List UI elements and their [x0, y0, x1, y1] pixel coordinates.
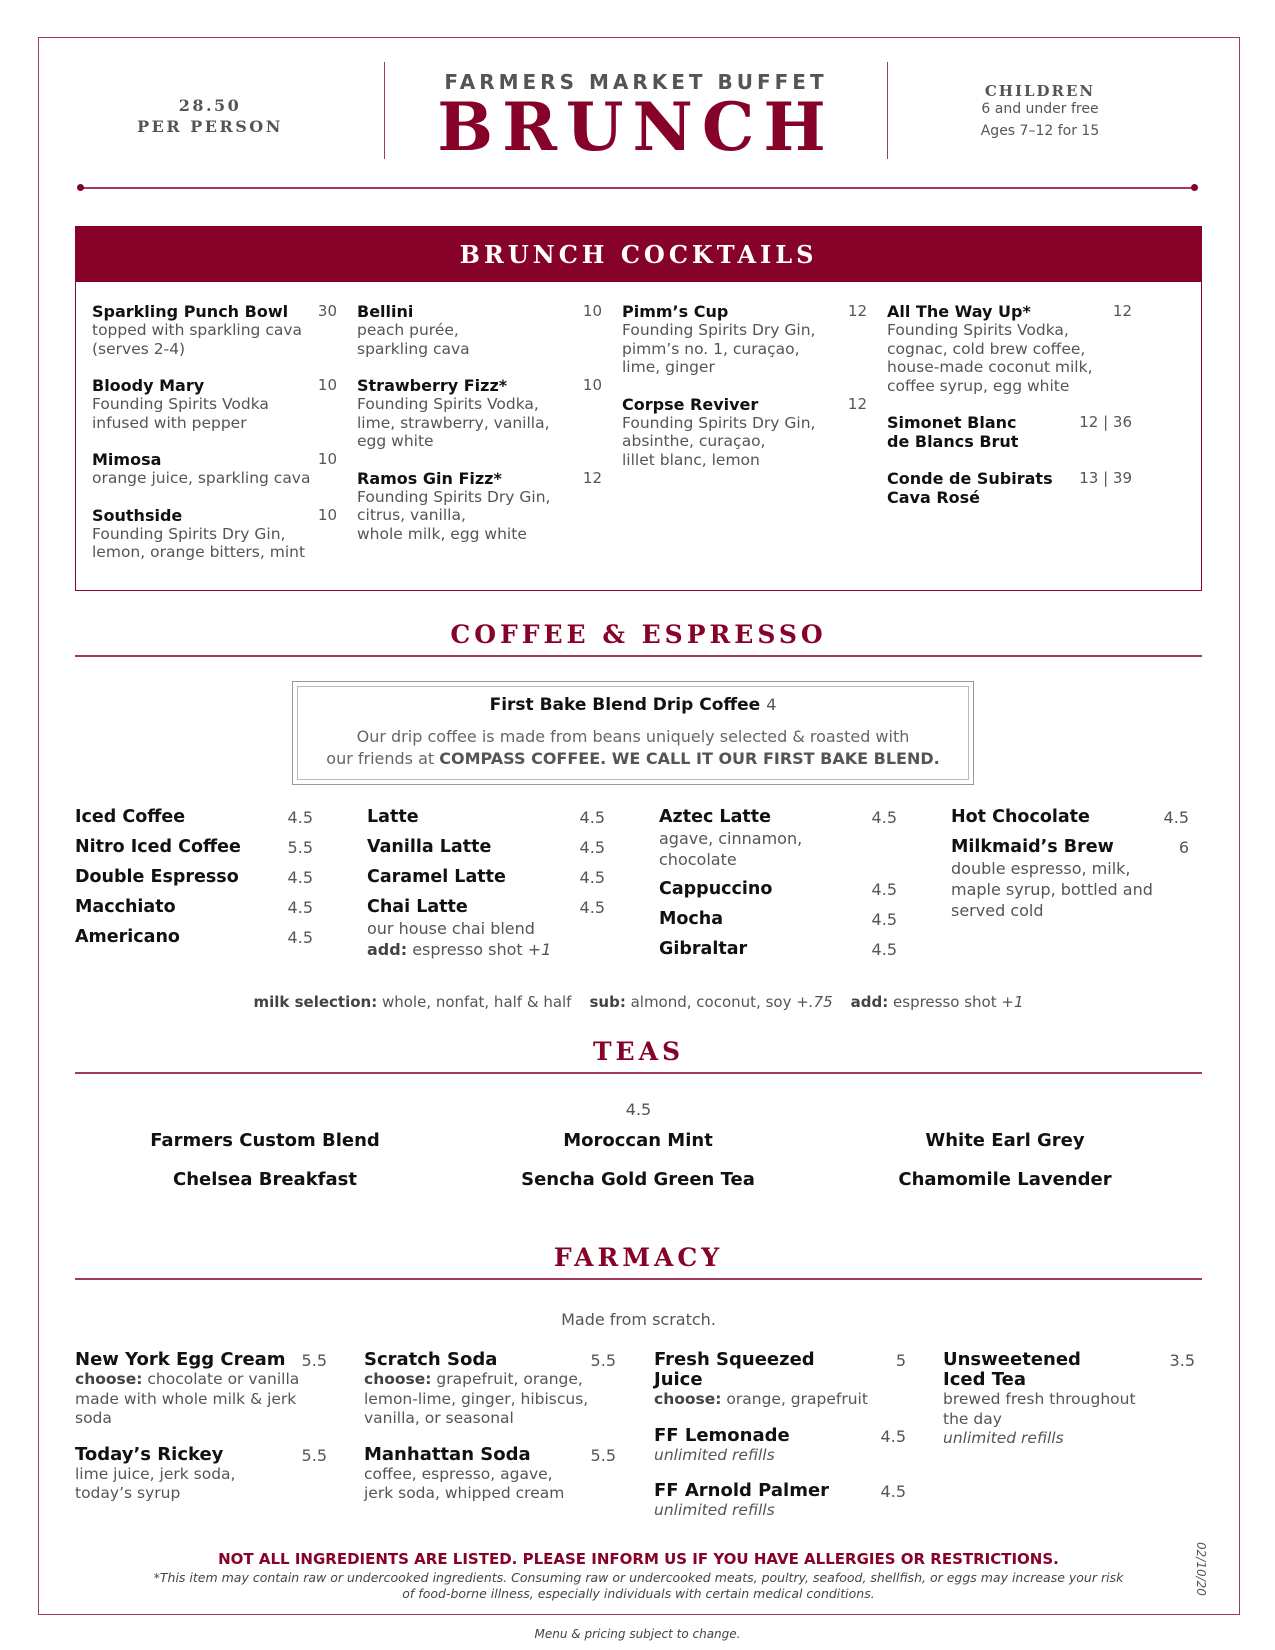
coffee-item [75, 806, 313, 828]
cocktails-section [75, 226, 1202, 591]
price-per-person [110, 95, 310, 137]
coffee-item [659, 938, 897, 960]
tea-item: White Earl Grey [925, 1130, 1085, 1151]
coffee-rule [75, 655, 1202, 657]
drip-coffee-box [292, 681, 974, 785]
cocktail-column [887, 302, 1132, 525]
item-name: Latte [367, 807, 419, 827]
item-price: 4.5 [579, 808, 605, 827]
item-name: Bloody Mary [92, 376, 205, 395]
item-desc: Founding Spirits Dry Gin, [92, 524, 286, 543]
cocktail-item [887, 302, 1132, 395]
item-desc: egg white [357, 432, 434, 450]
item-desc: Founding Spirits Vodka, [357, 395, 539, 413]
farmacy-column [654, 1350, 906, 1537]
item-desc: lime juice, jerk soda, [75, 1464, 236, 1483]
coffee-column [951, 806, 1189, 929]
item-name: FF Arnold Palmer [654, 1480, 830, 1501]
drip-coffee-name: First Bake Blend Drip Coffee [489, 695, 761, 715]
item-name: Ramos Gin Fizz* [357, 468, 502, 488]
item-price: 12 [582, 468, 602, 487]
item-price: 10 [582, 376, 602, 394]
item-desc: cognac, cold brew coffee, [887, 339, 1086, 358]
item-name: All The Way Up* [887, 302, 1031, 321]
drip-desc-line2: our friends at COMPASS COFFEE. WE CALL IT OUR FIRST BAKE BLEND. [326, 749, 940, 768]
item-choose: choose: chocolate or vanilla [75, 1370, 300, 1388]
item-desc: brewed fresh throughout [943, 1390, 1136, 1408]
cocktail-column [357, 302, 602, 561]
item-name: Mocha [659, 909, 724, 929]
item-price: 4.5 [871, 940, 897, 959]
item-price: 12 | 36 [1079, 413, 1132, 431]
coffee-column [659, 806, 897, 968]
item-price: 5.5 [287, 838, 313, 857]
teas-title: TEAS [592, 1037, 685, 1066]
item-price: 30 [317, 302, 337, 320]
farmacy-item [654, 1481, 906, 1521]
coffee-item [659, 806, 897, 870]
item-name: Strawberry Fizz* [357, 376, 508, 395]
item-name: Simonet Blanc de Blancs Brut [887, 413, 1019, 451]
coffee-item [75, 866, 313, 888]
item-price: 12 [847, 302, 867, 320]
item-name: Sparkling Punch Bowl [92, 302, 289, 321]
item-price: 4.5 [579, 898, 605, 917]
item-desc: topped with sparkling cava [92, 321, 303, 339]
item-desc: maple syrup, bottled and [951, 880, 1153, 899]
cocktail-item [887, 469, 1132, 507]
drip-coffee-price: 4 [766, 695, 777, 714]
item-name: Gibraltar [659, 939, 748, 959]
item-name: Vanilla Latte [367, 837, 492, 857]
coffee-item [659, 878, 897, 900]
date-code: 02/10/20 [1194, 1542, 1208, 1596]
item-price: 4.5 [287, 868, 313, 887]
allergy-notice: NOT ALL INGREDIENTS ARE LISTED. PLEASE INFORM US IF YOU HAVE ALLERGIES OR RESTRICTIONS. [218, 1550, 1059, 1568]
rule-dot-right [1191, 184, 1198, 191]
farmacy-item [654, 1350, 906, 1410]
item-choose: choose: grapefruit, orange, [364, 1370, 583, 1388]
item-desc: pimm’s no. 1, curaçao, [622, 339, 800, 358]
item-desc: Founding Spirits Vodka, [887, 321, 1069, 339]
farmacy-column [943, 1350, 1195, 1465]
item-name: New York Egg Cream [75, 1349, 286, 1370]
coffee-title: COFFEE & ESPRESSO [450, 620, 827, 649]
children-pricing [940, 82, 1140, 144]
item-name: Southside [92, 505, 183, 525]
item-desc: made with whole milk & jerk soda [75, 1389, 297, 1427]
item-desc: the day [943, 1409, 1002, 1428]
farmacy-subtitle: Made from scratch. [561, 1310, 716, 1329]
cocktail-column [622, 302, 867, 487]
farmacy-item [75, 1350, 327, 1429]
item-price: 3.5 [1169, 1351, 1195, 1370]
item-price: 4.5 [1163, 808, 1189, 827]
item-desc: peach purée, [357, 321, 459, 339]
farmacy-column [364, 1350, 616, 1520]
menu-kicker: FARMERS MARKET BUFFET [444, 70, 828, 94]
cocktail-item [92, 302, 337, 358]
item-desc: citrus, vanilla, [357, 506, 466, 524]
item-price: 4.5 [579, 868, 605, 887]
item-name: Americano [75, 927, 180, 947]
cocktails-title: BRUNCH COCKTAILS [76, 227, 1201, 282]
item-name: Hot Chocolate [951, 807, 1090, 827]
item-name: Caramel Latte [367, 867, 506, 887]
buffet-price: 28.50 [178, 96, 242, 115]
item-desc: lime, ginger [622, 358, 715, 376]
cocktail-item [357, 302, 602, 358]
item-price: 4.5 [871, 880, 897, 899]
item-price: 10 [582, 302, 602, 320]
item-name: Manhattan Soda [364, 1443, 531, 1465]
item-desc: lemon, orange bitters, mint [92, 543, 306, 561]
farmacy-item [943, 1350, 1195, 1449]
cocktail-item [92, 450, 337, 488]
tea-item: Moroccan Mint [563, 1130, 713, 1151]
milk-options: milk selection: whole, nonfat, half & half sub: almond, coconut, soy +.75 add: espresso shot +1 [253, 993, 1024, 1011]
cocktail-item [92, 376, 337, 432]
coffee-column [367, 806, 605, 968]
item-desc: lillet blanc, lemon [622, 450, 760, 469]
item-note: unlimited refills [943, 1429, 1064, 1447]
item-price: 6 [1178, 838, 1189, 857]
item-addon: add: espresso shot +1 [367, 940, 552, 959]
coffee-item [75, 926, 313, 948]
item-desc: our house chai blend [367, 919, 535, 938]
item-desc: jerk soda, whipped cream [364, 1484, 565, 1502]
tea-item: Farmers Custom Blend [150, 1130, 380, 1151]
item-name: Iced Coffee [75, 807, 186, 827]
item-price: 13 | 39 [1079, 469, 1132, 487]
coffee-item [75, 836, 313, 858]
item-price: 4.5 [880, 1482, 906, 1501]
item-desc: house-made coconut milk, [887, 358, 1093, 376]
item-price: 5.5 [590, 1351, 616, 1370]
item-name: Bellini [357, 302, 414, 321]
item-desc: (serves 2-4) [92, 339, 186, 358]
item-name: Double Espresso [75, 867, 239, 887]
item-desc: served cold [951, 901, 1044, 920]
per-person-label: PER PERSON [137, 117, 283, 136]
farmacy-item [654, 1426, 906, 1466]
farmacy-rule [75, 1278, 1202, 1280]
item-desc: coffee syrup, egg white [887, 376, 1070, 395]
item-desc: Founding Spirits Dry Gin, [622, 413, 816, 432]
item-desc: agave, cinnamon, [659, 829, 803, 848]
coffee-item [951, 836, 1189, 921]
item-desc: orange juice, sparkling cava [92, 469, 311, 487]
cocktail-item [357, 469, 602, 544]
farmacy-column [75, 1350, 327, 1520]
coffee-item [367, 836, 605, 858]
item-price: 4.5 [579, 838, 605, 857]
item-price: 12 [1112, 302, 1132, 320]
cocktail-item [92, 506, 337, 562]
item-name: Nitro Iced Coffee [75, 837, 241, 857]
cocktail-item [622, 395, 867, 470]
item-name: Unsweetened Iced Tea [943, 1349, 1081, 1390]
coffee-item [367, 866, 605, 888]
item-desc: double espresso, milk, [951, 859, 1131, 878]
cocktail-item [887, 413, 1132, 451]
item-price: 5.5 [301, 1445, 327, 1465]
item-price: 4.5 [287, 898, 313, 917]
item-price: 4.5 [287, 928, 313, 947]
item-name: Aztec Latte [659, 807, 771, 827]
item-price: 12 [847, 394, 867, 413]
coffee-item [75, 896, 313, 918]
item-name: Fresh Squeezed Juice [654, 1349, 815, 1390]
drip-desc-line1: Our drip coffee is made from beans uniquely selected & roasted with [356, 727, 910, 746]
menu-title: BRUNCH [437, 88, 835, 166]
item-desc: whole milk, egg white [357, 524, 527, 543]
compass-coffee-note: COMPASS COFFEE. WE CALL IT OUR FIRST BAKE BLEND. [439, 749, 940, 768]
children-ages: Ages 7–12 for 15 [980, 123, 1100, 139]
tea-item: Sencha Gold Green Tea [521, 1169, 755, 1190]
coffee-item [659, 908, 897, 930]
menu-title-block [385, 70, 887, 166]
item-name: Corpse Reviver [622, 394, 759, 414]
item-name: Cappuccino [659, 879, 773, 899]
coffee-item [367, 896, 605, 960]
item-price: 5 [895, 1351, 906, 1370]
item-name: Macchiato [75, 897, 176, 917]
item-note: unlimited refills [654, 1501, 775, 1519]
item-note: unlimited refills [654, 1445, 775, 1464]
farmacy-item [364, 1445, 616, 1504]
item-desc: absinthe, curaçao, [622, 432, 766, 450]
item-desc: coffee, espresso, agave, [364, 1464, 553, 1483]
raw-food-disclaimer: *This item may contain raw or undercooked ingredients. Consuming raw or undercooked meats, poultry, seafood, shellfish, or eggs may increase your risk of food-borne illness, especially individuals with certain medical conditions. [153, 1570, 1124, 1601]
tea-item: Chelsea Breakfast [173, 1169, 357, 1190]
cocktail-column [92, 302, 337, 580]
item-desc: today’s syrup [75, 1484, 181, 1502]
item-desc: lemon-lime, ginger, hibiscus, [364, 1389, 589, 1408]
item-desc: vanilla, or seasonal [364, 1409, 514, 1427]
children-label: CHILDREN [984, 82, 1096, 100]
header-divider-right [887, 62, 888, 159]
pricing-disclaimer: Menu & pricing subject to change. [534, 1627, 741, 1641]
item-price: 4.5 [880, 1426, 906, 1446]
item-price: 5.5 [590, 1445, 616, 1465]
item-name: Mimosa [92, 450, 162, 469]
item-price: 5.5 [301, 1351, 327, 1370]
rule-dot-left [77, 184, 84, 191]
cocktail-item [622, 302, 867, 377]
item-name: Scratch Soda [364, 1349, 498, 1370]
item-desc: chocolate [659, 850, 737, 869]
item-name: FF Lemonade [654, 1424, 790, 1446]
item-desc: sparkling cava [357, 339, 470, 358]
item-desc: Founding Spirits Dry Gin, [622, 321, 816, 339]
item-price: 10 [317, 505, 337, 524]
farmacy-item [75, 1445, 327, 1504]
item-name: Chai Latte [367, 897, 468, 917]
children-free: 6 and under free [981, 101, 1099, 117]
item-desc: Founding Spirits Dry Gin, [357, 487, 551, 506]
item-price: 10 [317, 376, 337, 394]
teas-rule [75, 1072, 1202, 1074]
item-desc: lime, strawberry, vanilla, [357, 413, 550, 432]
cocktail-item [357, 376, 602, 451]
item-desc: infused with pepper [92, 413, 247, 432]
item-desc: Founding Spirits Vodka [92, 395, 269, 413]
item-name: Today’s Rickey [75, 1443, 224, 1465]
tea-item: Chamomile Lavender [898, 1169, 1112, 1190]
farmacy-item [364, 1350, 616, 1429]
item-price: 10 [317, 450, 337, 468]
item-name: Pimm’s Cup [622, 302, 729, 321]
item-price: 4.5 [871, 808, 897, 827]
item-price: 4.5 [287, 808, 313, 827]
item-price: 4.5 [871, 910, 897, 929]
coffee-item [367, 806, 605, 828]
item-name: Milkmaid’s Brew [951, 837, 1114, 857]
coffee-item [951, 806, 1189, 828]
tea-price: 4.5 [625, 1100, 652, 1119]
header-rule [80, 187, 1195, 189]
item-choose: choose: orange, grapefruit [654, 1390, 868, 1408]
farmacy-title: FARMACY [553, 1243, 724, 1272]
item-name: Conde de Subirats Cava Rosé [887, 469, 1053, 507]
coffee-column [75, 806, 313, 956]
